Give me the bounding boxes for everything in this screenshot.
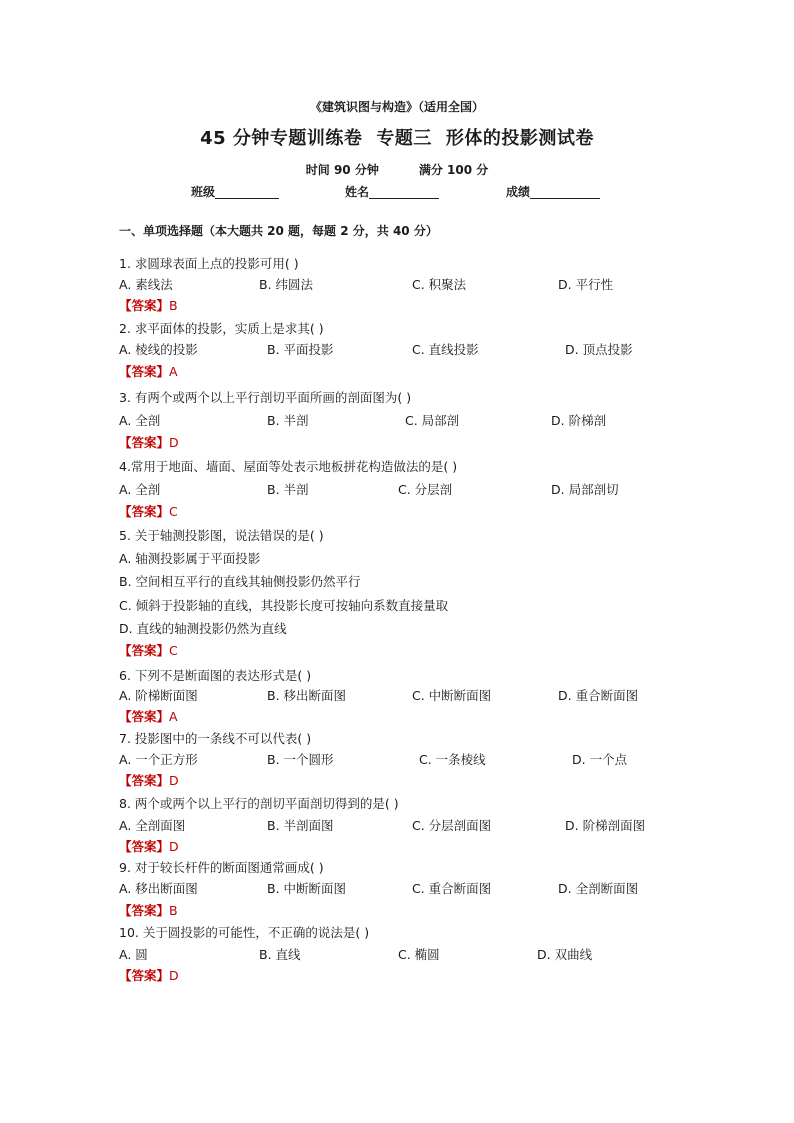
- q1-option-a: A. 素线法: [119, 277, 173, 292]
- class-label: 班级: [191, 185, 216, 199]
- q6-option-c: C. 中断断面图: [412, 688, 492, 703]
- q3-option-d: D. 阶梯剖: [551, 413, 607, 428]
- q6-option-d: D. 重合断面图: [558, 688, 639, 703]
- q1-option-d: D. 平行性: [558, 277, 614, 292]
- name-field: [345, 183, 439, 200]
- answer-value: B: [169, 903, 178, 918]
- q10-answer: [119, 968, 179, 984]
- grade-blank[interactable]: [530, 184, 600, 199]
- q1-option-b: B. 纬圆法: [259, 277, 314, 292]
- q6-option-b: B. 移出断面图: [267, 688, 347, 703]
- q3-option-c: C. 局部剖: [405, 413, 460, 428]
- question-6: 6. 下列不是断面图的表达形式是( ): [119, 668, 312, 683]
- q6-option-a: A. 阶梯断面图: [119, 688, 198, 703]
- q2-option-d: D. 顶点投影: [565, 342, 633, 357]
- q2-option-a: A. 棱线的投影: [119, 342, 198, 357]
- answer-tag: 【答案】: [119, 435, 170, 450]
- q2-option-b: B. 平面投影: [267, 342, 334, 357]
- q7-option-b: B. 一个圆形: [267, 752, 334, 767]
- q1-option-c: C. 积聚法: [412, 277, 467, 292]
- answer-tag: 【答案】: [119, 709, 170, 724]
- q1-answer: [119, 298, 178, 314]
- q4-option-b: B. 半剖: [267, 482, 309, 497]
- exam-meta: [0, 161, 794, 178]
- question-3: 3. 有两个或两个以上平行剖切平面所画的剖面图为( ): [119, 390, 412, 405]
- q5-option-c: C. 倾斜于投影轴的直线，其投影长度可按轴向系数直接量取: [119, 598, 449, 613]
- page-title: [0, 124, 794, 150]
- answer-value: C: [169, 643, 178, 658]
- answer-value: C: [169, 504, 178, 519]
- q8-option-c: C. 分层剖面图: [412, 818, 492, 833]
- exam-score: 满分 100 分: [418, 163, 489, 177]
- answer-tag: 【答案】: [119, 903, 170, 918]
- question-2: 2. 求平面体的投影，实质上是求其( ): [119, 321, 324, 336]
- q7-option-a: A. 一个正方形: [119, 752, 198, 767]
- q5-option-a: A. 轴测投影属于平面投影: [119, 551, 261, 566]
- grade-field: [506, 183, 600, 200]
- q3-answer: [119, 435, 179, 451]
- answer-value: D: [169, 435, 179, 450]
- question-5: 5. 关于轴测投影图，说法错误的是( ): [119, 528, 324, 543]
- q5-option-d: D. 直线的轴测投影仍然为直线: [119, 621, 287, 636]
- q8-option-a: A. 全剖面图: [119, 818, 186, 833]
- title-part-2: 专题三: [376, 128, 432, 149]
- q10-option-b: B. 直线: [259, 947, 301, 962]
- q9-option-d: D. 全剖断面图: [558, 881, 639, 896]
- q7-answer: [119, 773, 179, 789]
- q5-option-b: B. 空间相互平行的直线其轴侧投影仍然平行: [119, 574, 361, 589]
- q10-option-c: C. 椭圆: [398, 947, 440, 962]
- question-9: 9. 对于较长杆件的断面图通常画成( ): [119, 860, 324, 875]
- name-label: 姓名: [345, 185, 370, 199]
- section-title: 一、单项选择题（本大题共 20 题，每题 2 分，共 40 分）: [119, 224, 438, 238]
- q9-option-c: C. 重合断面图: [412, 881, 492, 896]
- question-1: 1. 求圆球表面上点的投影可用( ): [119, 256, 299, 271]
- q9-answer: [119, 903, 178, 919]
- q3-option-a: A. 全剖: [119, 413, 161, 428]
- class-field: [191, 183, 279, 200]
- name-blank[interactable]: [369, 184, 439, 199]
- answer-value: D: [169, 773, 179, 788]
- answer-value: B: [169, 298, 178, 313]
- q7-option-c: C. 一条棱线: [419, 752, 486, 767]
- question-4: 4.常用于地面、墙面、屋面等处表示地板拼花构造做法的是( ): [119, 459, 458, 474]
- answer-value: D: [169, 968, 179, 983]
- q3-option-b: B. 半剖: [267, 413, 309, 428]
- q4-option-c: C. 分层剖: [398, 482, 453, 497]
- class-blank[interactable]: [215, 184, 279, 199]
- q4-answer: [119, 504, 178, 520]
- doc-series: 《建筑识图与构造》（适用全国）: [309, 100, 484, 114]
- answer-value: D: [169, 839, 179, 854]
- answer-tag: 【答案】: [119, 643, 170, 658]
- q5-answer: [119, 643, 178, 659]
- q9-option-b: B. 中断断面图: [267, 881, 347, 896]
- question-7: 7. 投影图中的一条线不可以代表( ): [119, 731, 312, 746]
- q2-answer: [119, 364, 178, 380]
- q7-option-d: D. 一个点: [572, 752, 628, 767]
- answer-value: A: [169, 709, 178, 724]
- title-part-1: 45 分钟专题训练卷: [200, 128, 363, 149]
- q8-answer: [119, 839, 179, 855]
- q2-option-c: C. 直线投影: [412, 342, 479, 357]
- question-8: 8. 两个或两个以上平行的剖切平面剖切得到的是( ): [119, 796, 399, 811]
- answer-tag: 【答案】: [119, 364, 170, 379]
- q8-option-b: B. 半剖面图: [267, 818, 334, 833]
- question-10: 10. 关于圆投影的可能性，不正确的说法是( ): [119, 925, 370, 940]
- answer-tag: 【答案】: [119, 773, 170, 788]
- q8-option-d: D. 阶梯剖面图: [565, 818, 646, 833]
- q4-option-d: D. 局部剖切: [551, 482, 619, 497]
- exam-time: 时间 90 分钟: [305, 163, 379, 177]
- q10-option-a: A. 圆: [119, 947, 148, 962]
- answer-value: A: [169, 364, 178, 379]
- q4-option-a: A. 全剖: [119, 482, 161, 497]
- answer-tag: 【答案】: [119, 839, 170, 854]
- q9-option-a: A. 移出断面图: [119, 881, 198, 896]
- answer-tag: 【答案】: [119, 968, 170, 983]
- q6-answer: [119, 709, 178, 725]
- grade-label: 成绩: [506, 185, 531, 199]
- answer-tag: 【答案】: [119, 504, 170, 519]
- answer-tag: 【答案】: [119, 298, 170, 313]
- q10-option-d: D. 双曲线: [537, 947, 593, 962]
- title-part-3: 形体的投影测试卷: [445, 128, 594, 149]
